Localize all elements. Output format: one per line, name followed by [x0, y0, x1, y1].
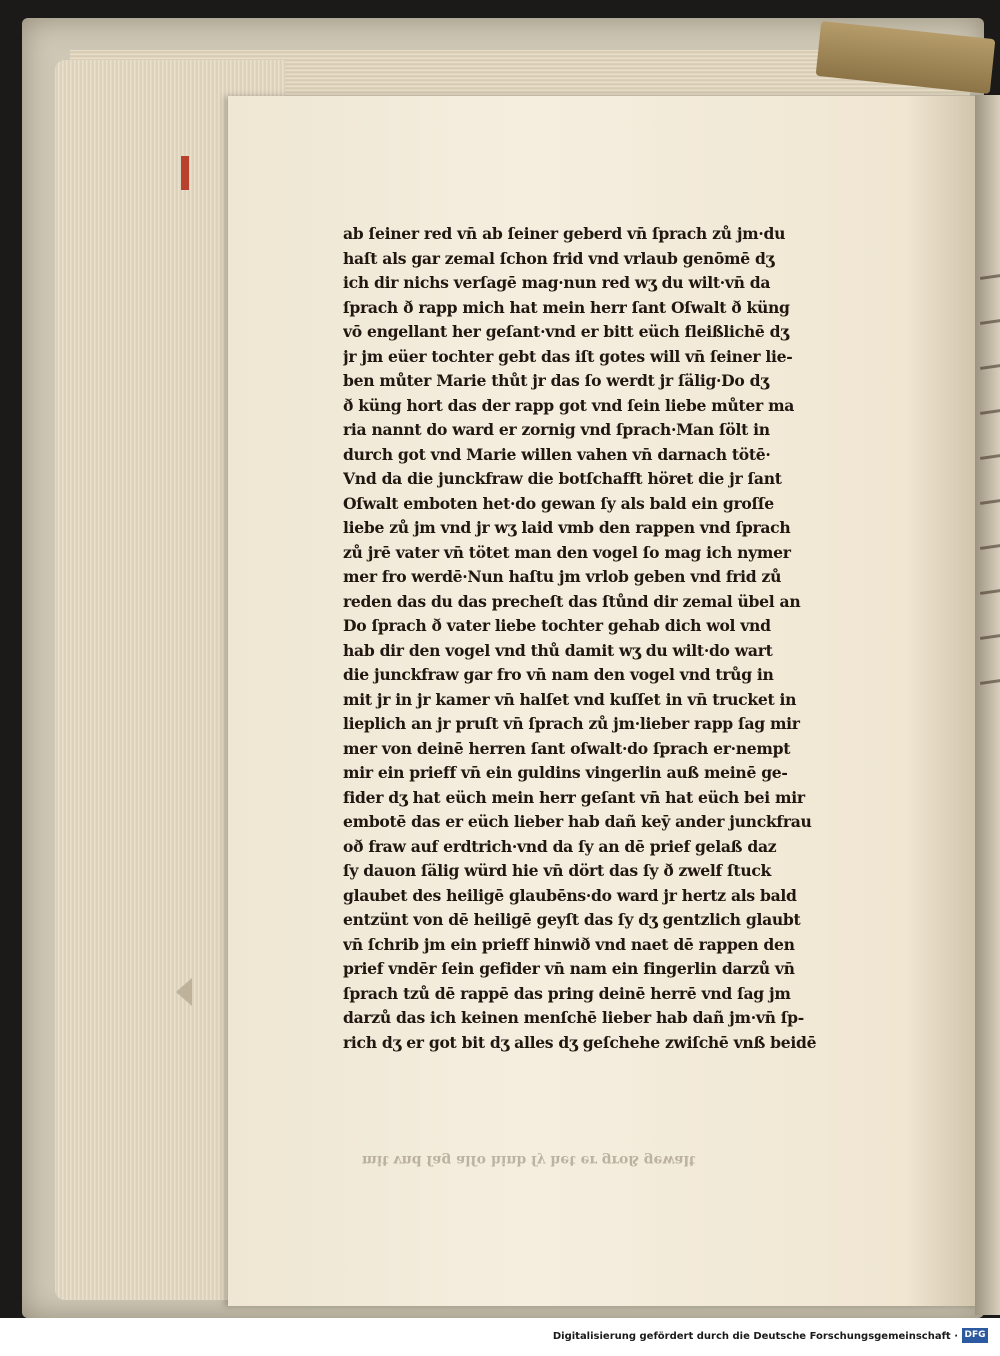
facing-page-edge: [975, 95, 1000, 1315]
text-line: liebe zů jm vnd jr wʒ laid vmb den rappen vnd ſprach: [343, 518, 791, 537]
facing-page-text-fragment: [980, 453, 1000, 501]
text-line: prief vndēr ſein gefider vn̄ nam ein fingerlin darzů vn̄: [343, 959, 795, 978]
text-line: ſprach tzů dē rappē das pring deinē herrē vnd ſag jm: [343, 983, 791, 1003]
text-line: Vnd da die junckfraw die botſchafft höret die jr ſant: [343, 469, 782, 488]
text-line: oð fraw auf erdtrich·vnd da ſy an dē prief gelaß daz: [343, 836, 777, 856]
bookmark-ribbon: [181, 156, 189, 190]
text-line: mer von deinē herren ſant oſwalt·do ſprach er·nempt: [343, 738, 791, 758]
text-line: haſt als gar zemal ſchon frid vnd vrlaub genōmē dʒ: [343, 248, 775, 268]
dfg-logo: DFG: [962, 1328, 988, 1343]
text-line: glaubet des heiligē glaubēns·do ward jr hertz als bald: [343, 885, 797, 905]
facing-page-text-fragment: [980, 363, 1000, 411]
text-line: die junckfraw gar fro vn̄ nam den vogel vnd trůg in: [343, 665, 774, 684]
text-line: Do ſprach ð vater liebe tochter gehab dich wol vnd: [343, 616, 771, 635]
text-line: zů jrē vater vn̄ tötet man den vogel ſo mag ich nymer: [343, 542, 791, 562]
text-line: entzünt von dē heiligē geyſt das ſy dʒ gentzlich glaubt: [343, 910, 801, 929]
bleed-through-text: mit vnd ſag alſo hinb ſy het er groß gewalt: [362, 1152, 696, 1168]
text-line: reden das du das precheſt das ſtůnd dir zemal übel an: [343, 591, 801, 611]
facing-page-text-fragment: [980, 588, 1000, 636]
text-line: lieplich an jr pruſt vn̄ ſprach zů jm·lieber rapp ſag mir: [343, 714, 800, 733]
facing-page-text-fragment: [980, 678, 1000, 726]
text-line: darzů das ich keinen menſchē lieber hab dañ jm·vn̄ ſp-: [343, 1008, 804, 1027]
facing-page-text-fragment: [980, 633, 1000, 681]
text-line: fider dʒ hat eüch mein herr geſant vn̄ hat eüch bei mir: [343, 787, 805, 807]
page-tab-marker: [176, 978, 192, 1006]
facing-page-text-fragment: [980, 498, 1000, 546]
text-line: hab dir den vogel vnd thů damit wʒ du wilt·do wart: [343, 640, 773, 660]
text-line: Oſwalt emboten het·do gewan ſy als bald ein groſſe: [343, 493, 774, 513]
text-line: mit jr in jr kamer vn̄ halſet vnd kuſſet in vn̄ trucket in: [343, 689, 797, 709]
page-text-block: [343, 222, 918, 1158]
facing-page-text-fragment: [980, 408, 1000, 456]
text-line: durch got vnd Marie willen vahen vn̄ darnach tötē·: [343, 444, 771, 464]
facing-page-text-fragment: [980, 273, 1000, 321]
text-line: jr jm eüer tochter gebt das iſt gotes will vn̄ ſeiner lie-: [343, 346, 793, 366]
text-line: ab ſeiner red vn̄ ab ſeiner geberd vn̄ ſprach zů jm·du: [343, 224, 786, 243]
text-line: ben můter Marie thůt jr das ſo werdt jr ſälig·Do dʒ: [343, 371, 769, 390]
text-line: embotē das er eüch lieber hab dañ keȳ ander junckfrau: [343, 812, 812, 831]
facing-page-text-fragment: [980, 543, 1000, 591]
text-line: ð küng hort das der rapp got vnd ſein liebe můter ma: [343, 395, 795, 415]
text-line: mir ein prieff vn̄ ein guldins vingerlin auß meinē ge-: [343, 763, 788, 782]
text-line: ſprach ð rapp mich hat mein herr ſant Oſwalt ð küng: [343, 297, 790, 317]
funding-credit: Digitalisierung gefördert durch die Deutsche Forschungsgemeinschaft ·: [552, 1331, 958, 1342]
text-line: rich dʒ er got bit dʒ alles dʒ geſchehe zwiſchē vnß beidē: [343, 1032, 817, 1052]
text-line: vn̄ ſchrib jm ein prieff hinwið vnd naet dē rappen den: [343, 934, 795, 954]
text-line: ich dir nichs verſagē mag·nun red wʒ du wilt·vn̄ da: [343, 273, 771, 292]
text-line: ria nannt do ward er zornig vnd ſprach·Man ſölt in: [343, 420, 770, 439]
facing-page-text-fragment: [980, 318, 1000, 366]
text-line: mer fro werdē·Nun haſtu jm vrlob geben vnd frid zů: [343, 567, 782, 586]
text-line: vō engellant her geſant·vnd er bitt eüch fleißlichē dʒ: [343, 322, 789, 341]
text-line: ſy dauon ſälig würd hie vn̄ dört das ſy ð zwelf ſtuck: [343, 861, 772, 880]
